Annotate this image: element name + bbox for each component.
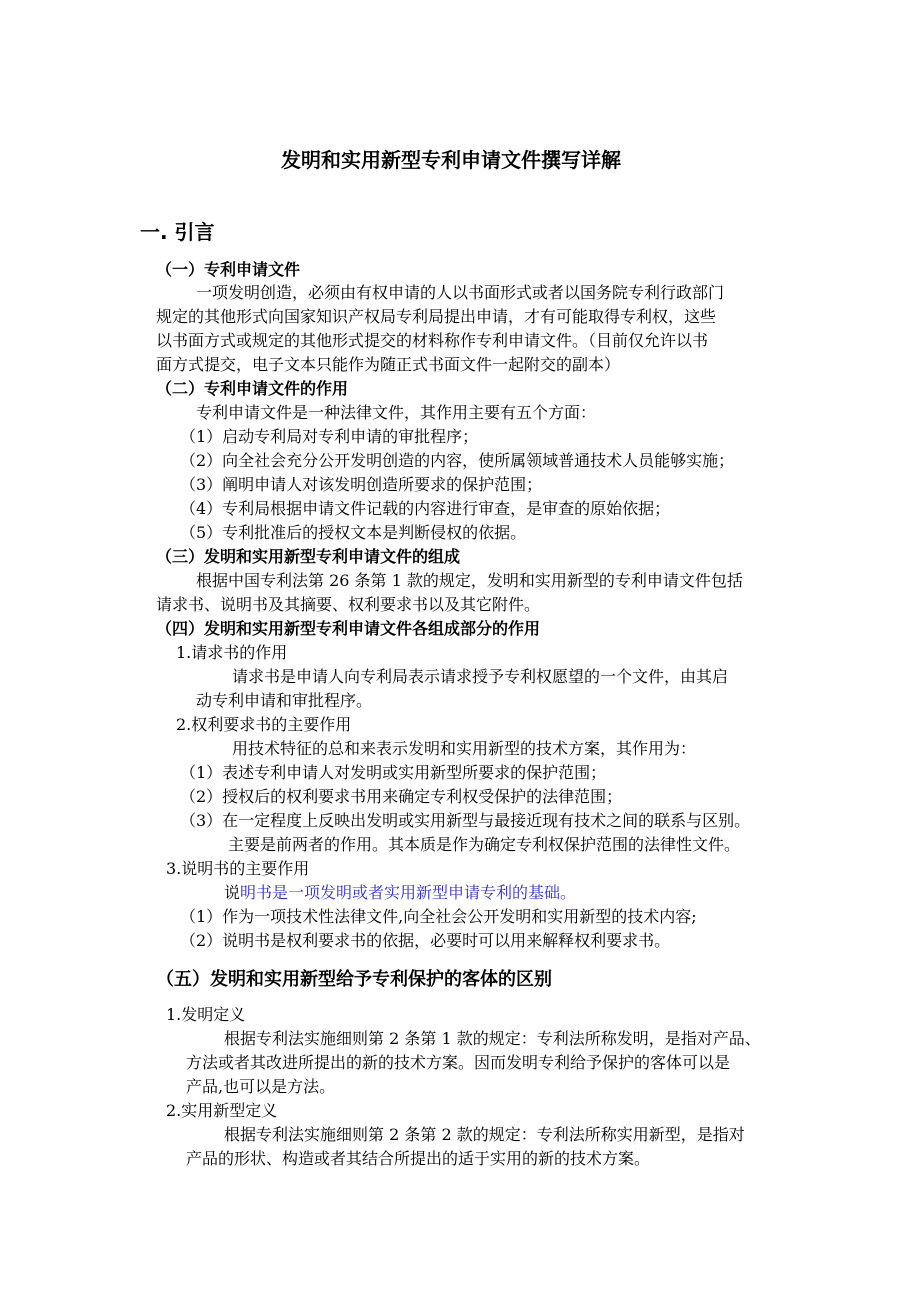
- paragraph-line: 请求书、说明书及其摘要、权利要求书以及其它附件。: [156, 595, 541, 614]
- list-item: （1）启动专利局对专利申请的审批程序；: [180, 427, 479, 446]
- list-item: （4）专利局根据申请文件记载的内容进行审查，是审查的原始依据；: [180, 499, 671, 518]
- paragraph-line: 产品的形状、构造或者其结合所提出的适于实用的新的技术方案。: [186, 1149, 651, 1168]
- sub-heading: 1.发明定义: [166, 1005, 246, 1024]
- list-item: （3）在一定程度上反映出发明或实用新型与最接近现有技术之间的联系与区别。: [180, 811, 751, 830]
- sub-heading: 2.权利要求书的主要作用: [176, 715, 352, 734]
- list-item: （1）作为一项技术性法律文件,向全社会公开发明和实用新型的技术内容;: [180, 907, 697, 926]
- subsection-heading-2: （二）专利申请文件的作用: [156, 379, 349, 398]
- paragraph-line: 根据专利法实施细则第 2 条第 1 款的规定：专利法所称发明，是指对产品、: [224, 1029, 761, 1048]
- paragraph-line: 以书面方式或规定的其他形式提交的材料称作专利申请文件。（目前仅允许以书: [156, 331, 709, 350]
- paragraph-line: 请求书是申请人向专利局表示请求授予专利权愿望的一个文件，由其启: [232, 667, 729, 686]
- list-item: （1）表述专利申请人对发明或实用新型所要求的保护范围；: [180, 763, 607, 782]
- list-item: （2）向全社会充分公开发明创造的内容，使所属领域普通技术人员能够实施；: [180, 451, 735, 470]
- paragraph-line: 根据中国专利法第 26 条第 1 款的规定，发明和实用新型的专利申请文件包括: [196, 571, 743, 590]
- hyperlink-text[interactable]: 明书是一项发明或者实用新型申请专利的基础。: [240, 883, 577, 902]
- paragraph-line: 用技术特征的总和来表示发明和实用新型的技术方案，其作用为：: [232, 739, 697, 758]
- paragraph-text: 说: [224, 883, 241, 902]
- list-item: （3）阐明申请人对该发明创造所要求的保护范围；: [180, 475, 543, 494]
- subsection-heading-1: （一）专利申请文件: [156, 260, 301, 279]
- paragraph-line: 主要是前两者的作用。其本质是作为确定专利权保护范围的法律性文件。: [228, 835, 741, 854]
- sub-heading: 3.说明书的主要作用: [166, 859, 310, 878]
- paragraph-line: 规定的其他形式向国家知识产权局专利局提出申请，才有可能取得专利权，这些: [156, 307, 717, 326]
- sub-heading: 1.请求书的作用: [176, 643, 288, 662]
- subsection-heading-3: （三）发明和实用新型专利申请文件的组成: [156, 547, 461, 566]
- paragraph-line: 专利申请文件是一种法律文件，其作用主要有五个方面：: [196, 403, 597, 422]
- paragraph-line: [224, 882, 576, 904]
- paragraph-line: 一项发明创造，必须由有权申请的人以书面形式或者以国务院专利行政部门: [196, 283, 725, 302]
- paragraph-line: 面方式提交，电子文本只能作为随正式书面文件一起附交的副本）: [156, 355, 621, 374]
- paragraph-line: 方法或者其改进所提出的新的技术方案。因而发明专利给予保护的客体可以是: [186, 1053, 731, 1072]
- paragraph-line: 动专利申请和审批程序。: [196, 691, 373, 710]
- document-title: 发明和实用新型专利申请文件撰写详解: [281, 148, 621, 172]
- section-heading-introduction: 一. 引言: [140, 220, 215, 244]
- subsection-heading-4: （四）发明和实用新型专利申请文件各组成部分的作用: [156, 619, 541, 638]
- paragraph-line: 产品,也可以是方法。: [186, 1077, 336, 1096]
- subsection-heading-5: （五）发明和实用新型给予专利保护的客体的区别: [156, 969, 552, 990]
- paragraph-line: 根据专利法实施细则第 2 条第 2 款的规定：专利法所称实用新型，是指对: [224, 1125, 745, 1144]
- list-item: （5）专利批准后的授权文本是判断侵权的依据。: [180, 523, 527, 542]
- list-item: （2）授权后的权利要求书用来确定专利权受保护的法律范围；: [180, 787, 623, 806]
- list-item: （2）说明书是权利要求书的依据，必要时可以用来解释权利要求书。: [180, 931, 671, 950]
- sub-heading: 2.实用新型定义: [166, 1101, 278, 1120]
